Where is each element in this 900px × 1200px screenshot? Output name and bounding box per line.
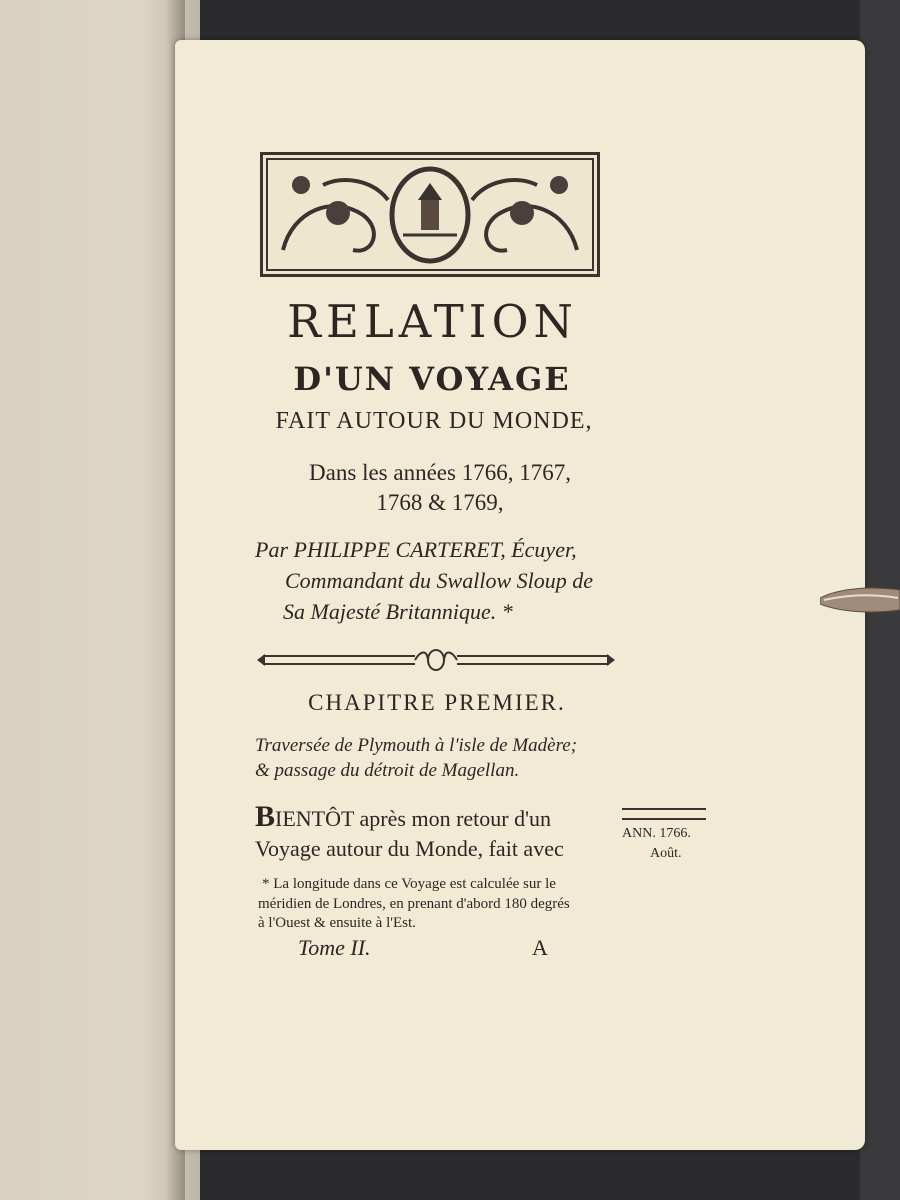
years-line-1: Dans les années 1766, 1767, [309,460,571,485]
signature-mark: A [532,935,548,960]
title-voyage: D'UN VOYAGE [293,360,571,398]
ornamental-headpiece [260,152,600,277]
drop-cap: B [255,800,276,833]
years-line-2: 1768 & 1769, [376,490,504,515]
chapter-summary-1: Traversée de Plymouth à l'isle de Madère; [255,735,578,756]
chapter-summary-2: & passage du détroit de Magellan. [255,760,520,781]
footnote-line-1: * La longitude dans ce Voyage est calculée sur le [262,876,556,892]
chapter-heading: CHAPITRE PREMIER. [308,690,566,715]
title-relation: RELATION [287,295,578,348]
volume-label: Tome II. [298,935,371,960]
title-autour-du-monde: FAIT AUTOUR DU MONDE, [275,408,593,434]
margin-note-month: Août. [650,846,682,861]
author-line-3: Sa Majesté Britannique. * [283,599,513,624]
footnote-line-2: méridien de Londres, en prenant d'abord 180 degrés [258,896,570,912]
body-line-1-text: IENTÔT après mon retour d'un [275,806,552,831]
author-line-1: Par PHILIPPE CARTERET, Écuyer, [255,537,577,562]
ornamental-divider-icon [255,646,617,674]
headpiece-ornament-icon [263,155,597,274]
bookmark-ribbon-icon [820,580,900,620]
footnote-line-3: à l'Ouest & ensuite à l'Est. [258,915,416,931]
body-line-2: Voyage autour du Monde, fait avec [255,836,564,861]
body-line-1 [255,800,551,834]
margin-note-year: ANN. 1766. [622,826,691,841]
author-line-2: Commandant du Swallow Sloup de [285,568,594,593]
margin-rule [622,808,706,820]
